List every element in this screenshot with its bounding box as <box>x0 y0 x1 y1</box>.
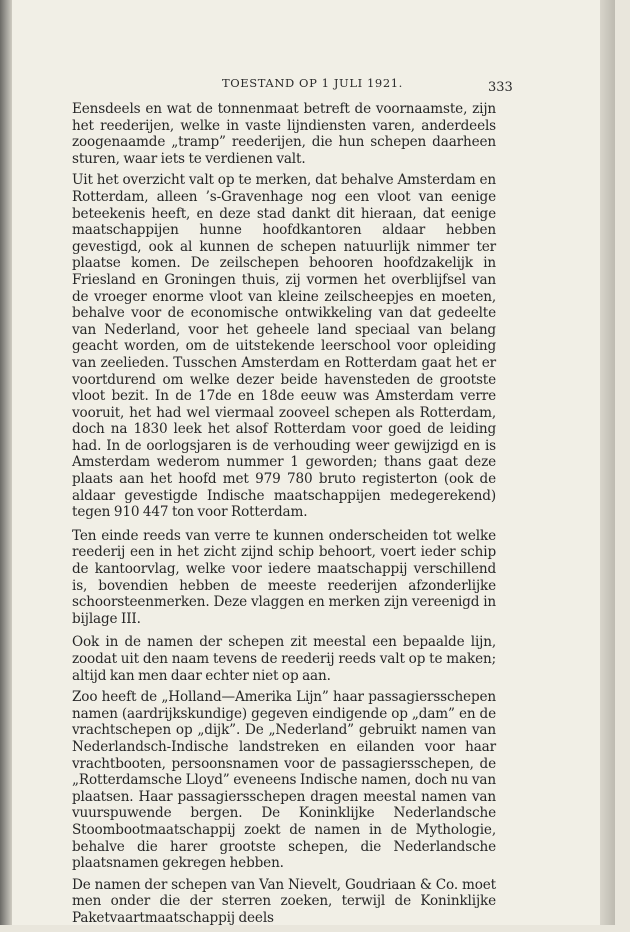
body-text <box>72 101 496 932</box>
paragraph-2: Uit het overzicht valt op te merken, dat behalve Amsterdam en Rotterdam, alleen ’s-Gravenhage nog een vloot van eenige beteekenis heeft, en deze stad dankt dit hieraan, dat eenige maatschappijen hunne hoofdkantoren aldaar hebben gevestigd, ook al kunnen de schepen natuurlijk nimmer ter plaatse komen. De zeilschepen behooren hoofdzakelijk in Friesland en Groningen thuis, zij vormen het overblijfsel van de vroeger enorme vloot van kleine zeilscheepjes en moeten, behalve voor de economische ontwikkeling van dat gedeelte van Nederland, voor het geheele land speciaal van belang geacht worden, om de uitstekende leerschool voor opleiding van zeelieden. Tusschen Amsterdam en Rotterdam gaat het er voortdurend om welke dezer beide havensteden de grootste vloot bezit. In de 17de en 18de eeuw was Amsterdam verre vooruit, het had wel viermaal zooveel schepen als Rotterdam, doch na 1830 leek het alsof Rotterdam voor goed de leiding had. In de oorlogsjaren is de verhouding weer gewijzigd en is Amsterdam wederom nummer 1 geworden; thans gaat deze plaats aan het hoofd met 979 780 bruto registerton (ook de aldaar gevestigde Indische maatschappijen medegerekend) tegen 910 447 ton voor Rotterdam. <box>72 172 496 521</box>
book-page <box>12 0 615 925</box>
page-number: 333 <box>488 80 513 95</box>
running-head <box>72 76 513 96</box>
paragraph-6: De namen der schepen van Van Nievelt, Goudriaan & Co. moet men onder die der sterren zoeken, terwijl de Koninklijke Paketvaartmaatschappij deels <box>72 876 496 926</box>
paragraph-5: Zoo heeft de „Holland—Amerika Lijn” haar passagiersschepen namen (aardrijkskundige) gegeven eindigende op „dam” en de vrachtschepen op „dijk”. De „Nederland” gebruikt namen van Nederlandsch-Indische landstreken en eilanden voor haar vrachtbooten, persoonsnamen voor de passagiersschepen, de „Rotterdamsche Lloyd” eveneens Indische namen, doch nu van plaatsen. Haar passagiersschepen dragen meestal namen van vuurspuwende bergen. De Koninklijke Nederlandsche Stoombootmaatschappij zoekt de namen in de Mythologie, behalve die harer grootste schepen, die Nederlandsche plaatsnamen gekregen hebben. <box>72 689 496 872</box>
page-edge <box>600 0 615 925</box>
paragraph-4: Ook in de namen der schepen zit meestal een bepaalde lijn, zoodat uit den naam tevens de reederij reeds valt op te maken; altijd kan men daar echter niet op aan. <box>72 634 496 684</box>
book-spine-shadow <box>0 0 12 925</box>
paragraph-1: Eensdeels en wat de tonnenmaat betreft de voornaamste, zijn het reederijen, welke in vaste lijndiensten varen, anderdeels zoogenaamde „tramp” reederijen, die hun schepen daarheen sturen, waar iets te verdienen valt. <box>72 101 496 167</box>
running-title: TOESTAND OP 1 JULI 1921. <box>222 76 403 90</box>
paragraph-3: Ten einde reeds van verre te kunnen onderscheiden tot welke reederij een in het zicht zijnd schip behoort, voert ieder schip de kantoorvlag, welke voor iedere maatschappij verschillend is, bovendien hebben de meeste reederijen afzonderlijke schoorsteenmerken. Deze vlaggen en merken zijn vereenigd in bijlage III. <box>72 527 496 627</box>
